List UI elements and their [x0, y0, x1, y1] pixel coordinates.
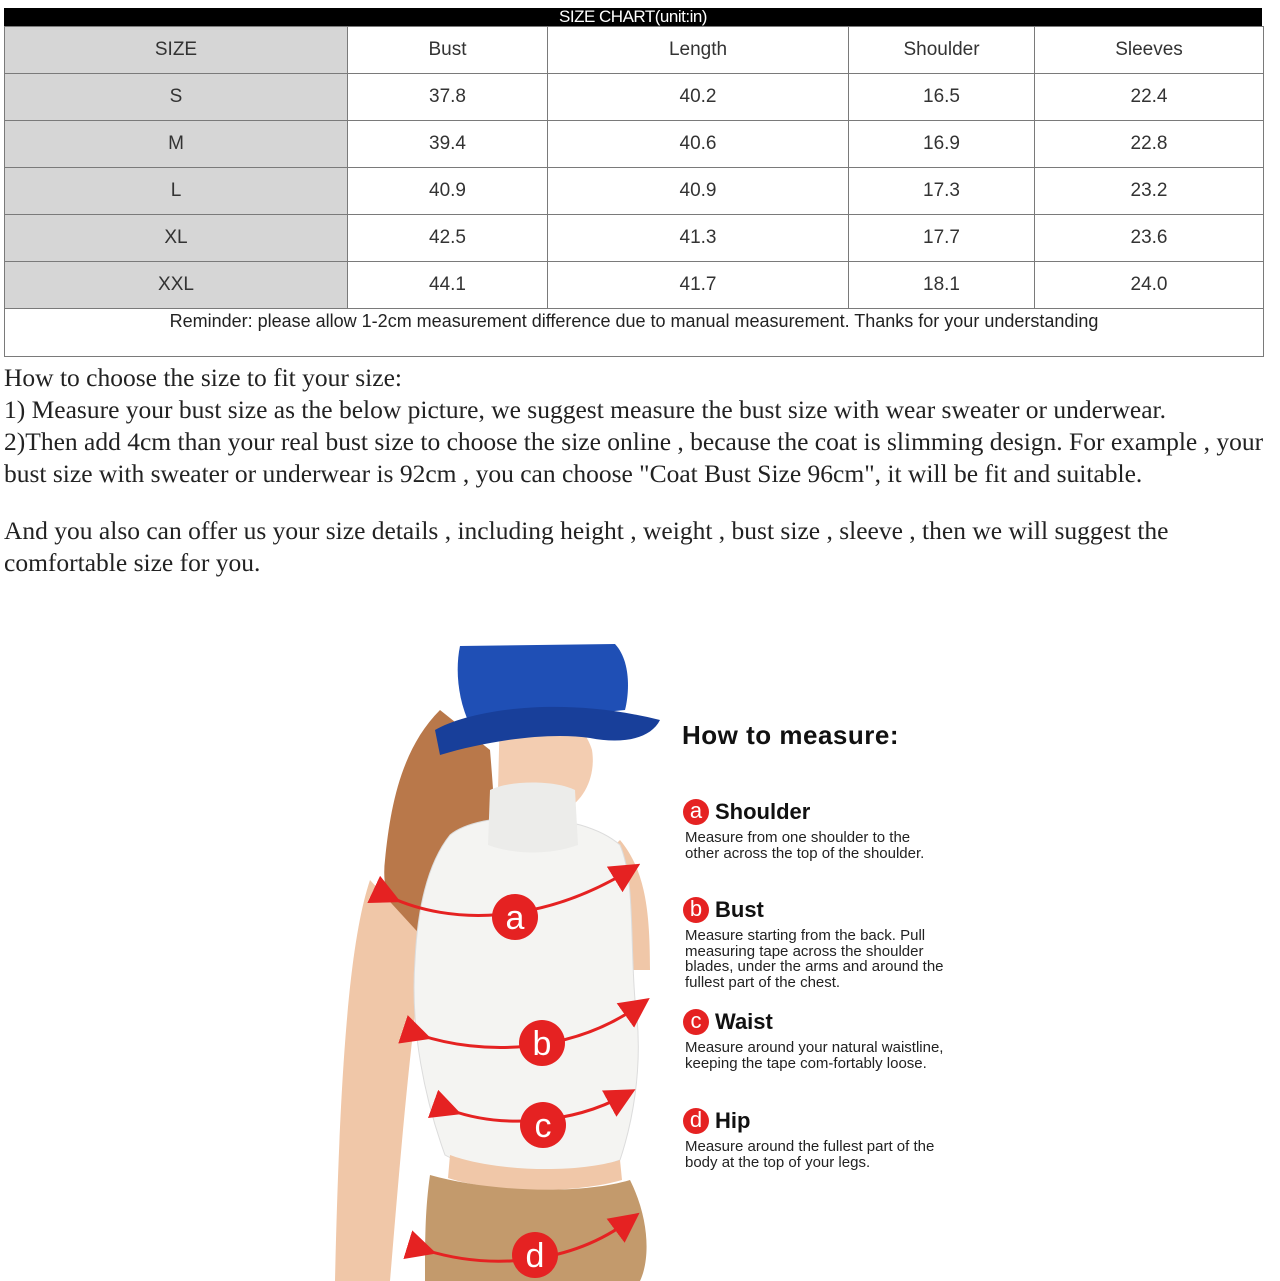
measure-description: Measure around the fullest part of the body at the top of your legs. [685, 1138, 935, 1171]
badge-b [519, 1020, 565, 1066]
measure-item-hip [683, 1107, 963, 1170]
badge-a-icon: a [683, 799, 709, 825]
cell-sleeves: 23.2 [1035, 168, 1264, 215]
cell-bust: 37.8 [348, 74, 548, 121]
svg-text:d: d [525, 1237, 545, 1275]
cell-sleeves: 22.4 [1035, 74, 1264, 121]
cell-shoulder: 17.7 [849, 215, 1035, 262]
cell-length: 41.7 [548, 262, 849, 309]
size-instructions [4, 362, 1280, 579]
measure-item-shoulder [683, 798, 963, 861]
size-chart-title: SIZE CHART(unit:in) [4, 8, 1262, 26]
header-bust: Bust [348, 27, 548, 74]
table-row [5, 74, 1264, 121]
cell-shoulder: 17.3 [849, 168, 1035, 215]
cell-length: 40.9 [548, 168, 849, 215]
badge-d-icon: d [683, 1108, 709, 1134]
cell-size: S [5, 74, 348, 121]
header-size: SIZE [5, 27, 348, 74]
measure-name: Waist [715, 1009, 773, 1034]
instructions-step-2: 2)Then add 4cm than your real bust size to choose the size online , because the coat is slimming design. For example , your bust size with sweater or underwear is 92cm , you can choose "Coat Bust Size 96cm", it will be fit and suitable. [4, 427, 1264, 488]
cell-size: L [5, 168, 348, 215]
cell-size: XL [5, 215, 348, 262]
cell-bust: 40.9 [348, 168, 548, 215]
cell-size: XXL [5, 262, 348, 309]
table-row [5, 215, 1264, 262]
measure-name: Bust [715, 897, 764, 922]
table-row [5, 121, 1264, 168]
instructions-heading: How to choose the size to fit your size: [4, 363, 402, 392]
instructions-offer: And you also can offer us your size details , including height , weight , bust size , sleeve , then we will suggest the comfortable size for you. [4, 516, 1169, 577]
table-header-row [5, 27, 1264, 74]
header-sleeves: Sleeves [1035, 27, 1264, 74]
cell-sleeves: 24.0 [1035, 262, 1264, 309]
cell-bust: 42.5 [348, 215, 548, 262]
measure-description: Measure from one shoulder to the other across the top of the shoulder. [685, 829, 925, 862]
cell-size: M [5, 121, 348, 168]
badge-b-icon: b [683, 897, 709, 923]
size-chart-table [4, 26, 1264, 357]
header-length: Length [548, 27, 849, 74]
turtleneck-collar [488, 783, 578, 853]
cell-sleeves: 22.8 [1035, 121, 1264, 168]
instructions-step-1: 1) Measure your bust size as the below picture, we suggest measure the bust size with wear sweater or underwear. [4, 395, 1166, 424]
measure-item-bust [683, 896, 963, 990]
cell-length: 40.2 [548, 74, 849, 121]
left-arm [335, 880, 425, 1281]
cell-length: 41.3 [548, 215, 849, 262]
cell-bust: 39.4 [348, 121, 548, 168]
measure-item-waist [683, 1008, 963, 1071]
badge-d [512, 1232, 558, 1278]
header-shoulder: Shoulder [849, 27, 1035, 74]
cell-shoulder: 16.5 [849, 74, 1035, 121]
table-row [5, 168, 1264, 215]
badge-a [492, 894, 538, 940]
cell-sleeves: 23.6 [1035, 215, 1264, 262]
measure-name: Shoulder [715, 799, 811, 824]
svg-text:a: a [505, 899, 525, 937]
cell-shoulder: 18.1 [849, 262, 1035, 309]
cell-length: 40.6 [548, 121, 849, 168]
measure-description: Measure around your natural waistline, keeping the tape com-fortably loose. [685, 1039, 944, 1072]
reminder-note: Reminder: please allow 1-2cm measurement difference due to manual measurement. Thanks for your understanding [5, 309, 1264, 357]
table-row [5, 262, 1264, 309]
svg-text:b: b [532, 1025, 552, 1063]
reminder-row [5, 309, 1264, 357]
cell-bust: 44.1 [348, 262, 548, 309]
svg-text:c: c [534, 1107, 552, 1145]
badge-c [520, 1102, 566, 1148]
cell-shoulder: 16.9 [849, 121, 1035, 168]
measure-description: Measure starting from the back. Pull measuring tape across the shoulder blades, under the arms and around the fullest part of the chest. [685, 927, 944, 991]
badge-c-icon: c [683, 1009, 709, 1035]
measure-name: Hip [715, 1108, 751, 1133]
how-to-measure-title: How to measure: [682, 720, 899, 750]
